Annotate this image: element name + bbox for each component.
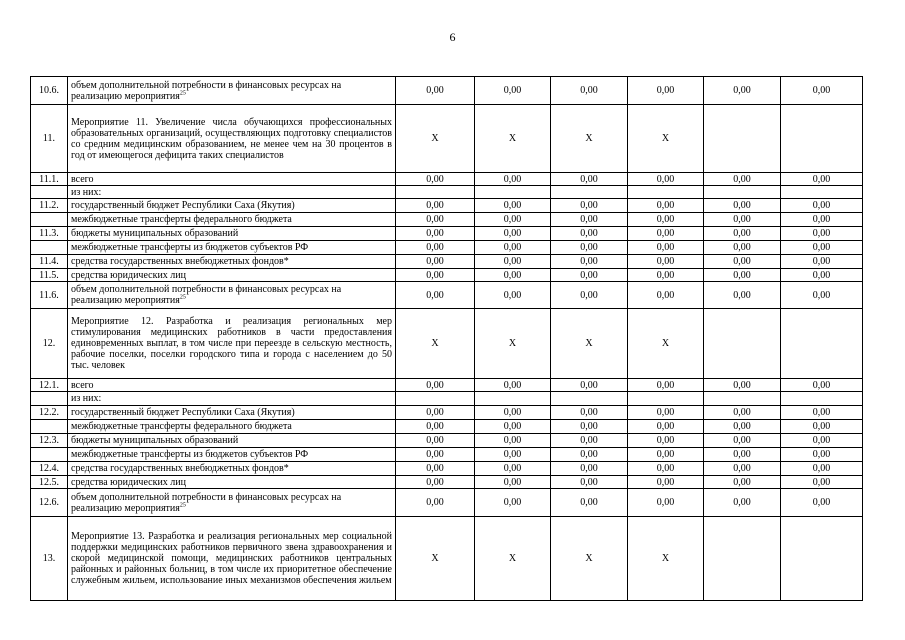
- row-description-text: межбюджетные трансферты федерального бюджета: [71, 214, 292, 225]
- value-cell: 0,00: [704, 173, 781, 186]
- value-cell: 0,00: [551, 227, 628, 241]
- row-number: 11.6.: [31, 282, 68, 309]
- value-cell: 0,00: [551, 462, 628, 476]
- value-cell: 0,00: [396, 420, 475, 434]
- row-description: [68, 186, 396, 199]
- page-number: 6: [449, 30, 456, 44]
- value-cell: 0,00: [781, 420, 863, 434]
- table-row: [31, 420, 863, 434]
- value-cell: Х: [475, 309, 551, 379]
- value-cell: Х: [628, 105, 704, 173]
- row-description: [68, 517, 396, 601]
- table-row: [31, 227, 863, 241]
- value-cell: 0,00: [781, 255, 863, 269]
- value-cell: 0,00: [704, 269, 781, 282]
- value-cell: 0,00: [704, 476, 781, 489]
- row-description: [68, 406, 396, 420]
- value-cell: 0,00: [704, 241, 781, 255]
- row-description: [68, 269, 396, 282]
- value-cell: 0,00: [704, 379, 781, 392]
- row-description: [68, 199, 396, 213]
- value-cell: 0,00: [551, 255, 628, 269]
- value-cell: 0,00: [396, 379, 475, 392]
- row-description-text: всего: [71, 173, 94, 185]
- value-cell: 0,00: [475, 420, 551, 434]
- value-cell: 0,00: [628, 173, 704, 186]
- value-cell: [628, 392, 704, 406]
- row-description: [68, 173, 396, 186]
- value-cell: [781, 392, 863, 406]
- row-description-text: межбюджетные трансферты из бюджетов субъектов РФ: [71, 242, 309, 253]
- value-cell: 0,00: [704, 434, 781, 448]
- value-cell: 0,00: [781, 434, 863, 448]
- table-row: [31, 213, 863, 227]
- row-description: [68, 309, 396, 379]
- value-cell: 0,00: [628, 199, 704, 213]
- row-description: [68, 434, 396, 448]
- value-cell: 0,00: [781, 489, 863, 517]
- row-description: [68, 77, 396, 105]
- value-cell: [551, 392, 628, 406]
- table-row: [31, 392, 863, 406]
- row-description-text: средства юридических лиц: [71, 476, 186, 488]
- value-cell: Х: [396, 517, 475, 601]
- value-cell: 0,00: [396, 227, 475, 241]
- row-description-text: объем дополнительной потребности в финансовых ресурсах на реализацию мероприятия: [71, 284, 342, 306]
- value-cell: Х: [551, 309, 628, 379]
- row-description: [68, 476, 396, 489]
- table-row: [31, 241, 863, 255]
- financing-table: [30, 76, 863, 601]
- value-cell: 0,00: [551, 173, 628, 186]
- row-description-text: из них:: [71, 186, 102, 198]
- row-number: 11.3.: [31, 227, 68, 241]
- row-description-text: бюджеты муниципальных образований: [71, 435, 239, 446]
- value-cell: [704, 392, 781, 406]
- value-cell: 0,00: [396, 173, 475, 186]
- value-cell: 0,00: [628, 420, 704, 434]
- value-cell: 0,00: [396, 269, 475, 282]
- value-cell: 0,00: [396, 282, 475, 309]
- value-cell: 0,00: [781, 406, 863, 420]
- value-cell: 0,00: [704, 199, 781, 213]
- row-number: 11.: [31, 105, 68, 173]
- table-row: [31, 282, 863, 309]
- value-cell: 0,00: [475, 489, 551, 517]
- value-cell: [475, 392, 551, 406]
- value-cell: [704, 517, 781, 601]
- row-description-text: государственный бюджет Республики Саха (Якутия): [71, 407, 295, 418]
- value-cell: 0,00: [551, 77, 628, 105]
- table-row: [31, 476, 863, 489]
- value-cell: 0,00: [551, 213, 628, 227]
- value-cell: 0,00: [396, 448, 475, 462]
- row-number: [31, 213, 68, 227]
- value-cell: 0,00: [704, 77, 781, 105]
- row-description-text: средства юридических лиц: [71, 269, 186, 281]
- value-cell: 0,00: [475, 282, 551, 309]
- value-cell: 0,00: [551, 241, 628, 255]
- value-cell: 0,00: [551, 448, 628, 462]
- value-cell: [396, 392, 475, 406]
- value-cell: 0,00: [628, 462, 704, 476]
- value-cell: 0,00: [628, 77, 704, 105]
- row-description: [68, 489, 396, 517]
- value-cell: 0,00: [475, 406, 551, 420]
- value-cell: 0,00: [475, 241, 551, 255]
- value-cell: [704, 309, 781, 379]
- row-description-text: межбюджетные трансферты федерального бюджета: [71, 421, 292, 432]
- table-row: [31, 462, 863, 476]
- row-number: [31, 448, 68, 462]
- value-cell: [475, 186, 551, 199]
- value-cell: 0,00: [551, 269, 628, 282]
- row-number: 12.4.: [31, 462, 68, 476]
- value-cell: 0,00: [396, 406, 475, 420]
- table-row: [31, 406, 863, 420]
- row-number: 12.2.: [31, 406, 68, 420]
- value-cell: 0,00: [475, 448, 551, 462]
- value-cell: 0,00: [781, 227, 863, 241]
- value-cell: [781, 517, 863, 601]
- value-cell: [704, 105, 781, 173]
- row-number: 10.6.: [31, 77, 68, 105]
- row-number: [31, 420, 68, 434]
- value-cell: Х: [628, 517, 704, 601]
- value-cell: 0,00: [396, 77, 475, 105]
- row-description-text: межбюджетные трансферты из бюджетов субъектов РФ: [71, 449, 309, 460]
- table-row: [31, 517, 863, 601]
- value-cell: 0,00: [704, 462, 781, 476]
- row-description-text: Мероприятие 13. Разработка и реализация региональных мер социальной поддержки медицинских работников первичного звена здравоохранения и скорой медицинской помощи, медицинских работников центральных районных и районных больниц, в том числе их приоритетное обеспечение служебным жильем, использование иных механизмов обеспечения жильем: [71, 531, 392, 586]
- value-cell: 0,00: [781, 448, 863, 462]
- footnote-reference: 25: [179, 502, 186, 509]
- value-cell: 0,00: [396, 489, 475, 517]
- row-number: 11.1.: [31, 173, 68, 186]
- row-description-text: Мероприятие 12. Разработка и реализация региональных мер стимулирования медицинских работников в части предоставления единовременных выплат, в том числе при переезде в сельскую местность, рабочие поселки, поселки городского типа и города с населением до 50 тыс. человек: [71, 316, 392, 371]
- value-cell: 0,00: [475, 77, 551, 105]
- value-cell: 0,00: [551, 282, 628, 309]
- value-cell: 0,00: [396, 476, 475, 489]
- value-cell: 0,00: [704, 282, 781, 309]
- value-cell: 0,00: [475, 379, 551, 392]
- value-cell: Х: [396, 105, 475, 173]
- value-cell: Х: [475, 105, 551, 173]
- value-cell: [628, 186, 704, 199]
- row-number: 12.3.: [31, 434, 68, 448]
- value-cell: 0,00: [396, 213, 475, 227]
- row-number: [31, 241, 68, 255]
- value-cell: 0,00: [628, 227, 704, 241]
- value-cell: 0,00: [628, 476, 704, 489]
- value-cell: 0,00: [551, 489, 628, 517]
- value-cell: 0,00: [628, 379, 704, 392]
- table-row: [31, 379, 863, 392]
- value-cell: 0,00: [628, 448, 704, 462]
- value-cell: 0,00: [628, 489, 704, 517]
- row-number: 11.4.: [31, 255, 68, 269]
- row-description: [68, 227, 396, 241]
- row-description-text: всего: [71, 379, 94, 391]
- row-description-text: средства государственных внебюджетных фондов*: [71, 256, 289, 267]
- value-cell: 0,00: [704, 255, 781, 269]
- value-cell: 0,00: [781, 282, 863, 309]
- row-description: [68, 241, 396, 255]
- value-cell: 0,00: [475, 227, 551, 241]
- table-row: [31, 309, 863, 379]
- value-cell: 0,00: [475, 255, 551, 269]
- value-cell: 0,00: [781, 173, 863, 186]
- value-cell: [551, 186, 628, 199]
- table-row: [31, 489, 863, 517]
- row-description: [68, 105, 396, 173]
- value-cell: 0,00: [475, 462, 551, 476]
- value-cell: 0,00: [551, 379, 628, 392]
- value-cell: [396, 186, 475, 199]
- table-row: [31, 269, 863, 282]
- row-description: [68, 420, 396, 434]
- value-cell: 0,00: [628, 282, 704, 309]
- row-description: [68, 379, 396, 392]
- value-cell: 0,00: [628, 213, 704, 227]
- row-description-text: средства государственных внебюджетных фондов*: [71, 463, 289, 474]
- value-cell: 0,00: [396, 199, 475, 213]
- table-row: [31, 199, 863, 213]
- row-number: 12.1.: [31, 379, 68, 392]
- value-cell: Х: [475, 517, 551, 601]
- value-cell: [704, 186, 781, 199]
- value-cell: 0,00: [396, 462, 475, 476]
- value-cell: 0,00: [628, 406, 704, 420]
- row-description-text: Мероприятие 11. Увеличение числа обучающихся профессиональных образовательных организаций, осуществляющих подготовку специалистов со средним медицинским образованием, не менее чем на 30 процентов в год от имеющегося дефицита таких специалистов: [71, 116, 392, 161]
- value-cell: 0,00: [781, 199, 863, 213]
- row-number: 11.2.: [31, 199, 68, 213]
- value-cell: 0,00: [475, 213, 551, 227]
- row-description-text: бюджеты муниципальных образований: [71, 228, 239, 239]
- value-cell: 0,00: [551, 406, 628, 420]
- table-row: [31, 186, 863, 199]
- table-row: [31, 434, 863, 448]
- table-row: [31, 255, 863, 269]
- value-cell: 0,00: [704, 489, 781, 517]
- value-cell: [781, 186, 863, 199]
- row-description-text: из них:: [71, 393, 102, 404]
- row-number: 12.5.: [31, 476, 68, 489]
- value-cell: 0,00: [781, 379, 863, 392]
- footnote-reference: 25: [179, 294, 186, 301]
- value-cell: 0,00: [781, 476, 863, 489]
- row-description-text: государственный бюджет Республики Саха (Якутия): [71, 200, 295, 211]
- value-cell: [781, 309, 863, 379]
- row-number: 12.: [31, 309, 68, 379]
- value-cell: 0,00: [628, 269, 704, 282]
- table-row: [31, 77, 863, 105]
- value-cell: 0,00: [781, 241, 863, 255]
- value-cell: 0,00: [704, 420, 781, 434]
- table-row: [31, 173, 863, 186]
- value-cell: 0,00: [704, 213, 781, 227]
- value-cell: 0,00: [475, 269, 551, 282]
- value-cell: Х: [551, 517, 628, 601]
- value-cell: 0,00: [704, 227, 781, 241]
- value-cell: 0,00: [628, 255, 704, 269]
- value-cell: 0,00: [704, 448, 781, 462]
- value-cell: 0,00: [781, 269, 863, 282]
- value-cell: 0,00: [396, 255, 475, 269]
- value-cell: 0,00: [396, 434, 475, 448]
- row-number: [31, 392, 68, 406]
- table-row: [31, 105, 863, 173]
- value-cell: 0,00: [551, 199, 628, 213]
- row-number: 12.6.: [31, 489, 68, 517]
- row-number: 11.5.: [31, 269, 68, 282]
- row-description: [68, 213, 396, 227]
- value-cell: 0,00: [475, 476, 551, 489]
- value-cell: Х: [551, 105, 628, 173]
- value-cell: Х: [628, 309, 704, 379]
- table-row: [31, 448, 863, 462]
- row-description: [68, 282, 396, 309]
- value-cell: 0,00: [551, 476, 628, 489]
- row-description-text: объем дополнительной потребности в финансовых ресурсах на реализацию мероприятия: [71, 491, 342, 514]
- value-cell: 0,00: [781, 77, 863, 105]
- row-number: [31, 186, 68, 199]
- value-cell: 0,00: [475, 434, 551, 448]
- value-cell: 0,00: [781, 462, 863, 476]
- value-cell: 0,00: [628, 241, 704, 255]
- value-cell: 0,00: [704, 406, 781, 420]
- row-description-text: объем дополнительной потребности в финансовых ресурсах на реализацию мероприятия: [71, 79, 342, 102]
- value-cell: 0,00: [628, 434, 704, 448]
- value-cell: 0,00: [396, 241, 475, 255]
- value-cell: 0,00: [551, 434, 628, 448]
- value-cell: 0,00: [781, 213, 863, 227]
- row-description: [68, 392, 396, 406]
- value-cell: 0,00: [551, 420, 628, 434]
- value-cell: 0,00: [475, 173, 551, 186]
- value-cell: [781, 105, 863, 173]
- row-description: [68, 255, 396, 269]
- row-number: 13.: [31, 517, 68, 601]
- row-description: [68, 462, 396, 476]
- value-cell: 0,00: [475, 199, 551, 213]
- footnote-reference: 25: [179, 90, 186, 97]
- row-description: [68, 448, 396, 462]
- value-cell: Х: [396, 309, 475, 379]
